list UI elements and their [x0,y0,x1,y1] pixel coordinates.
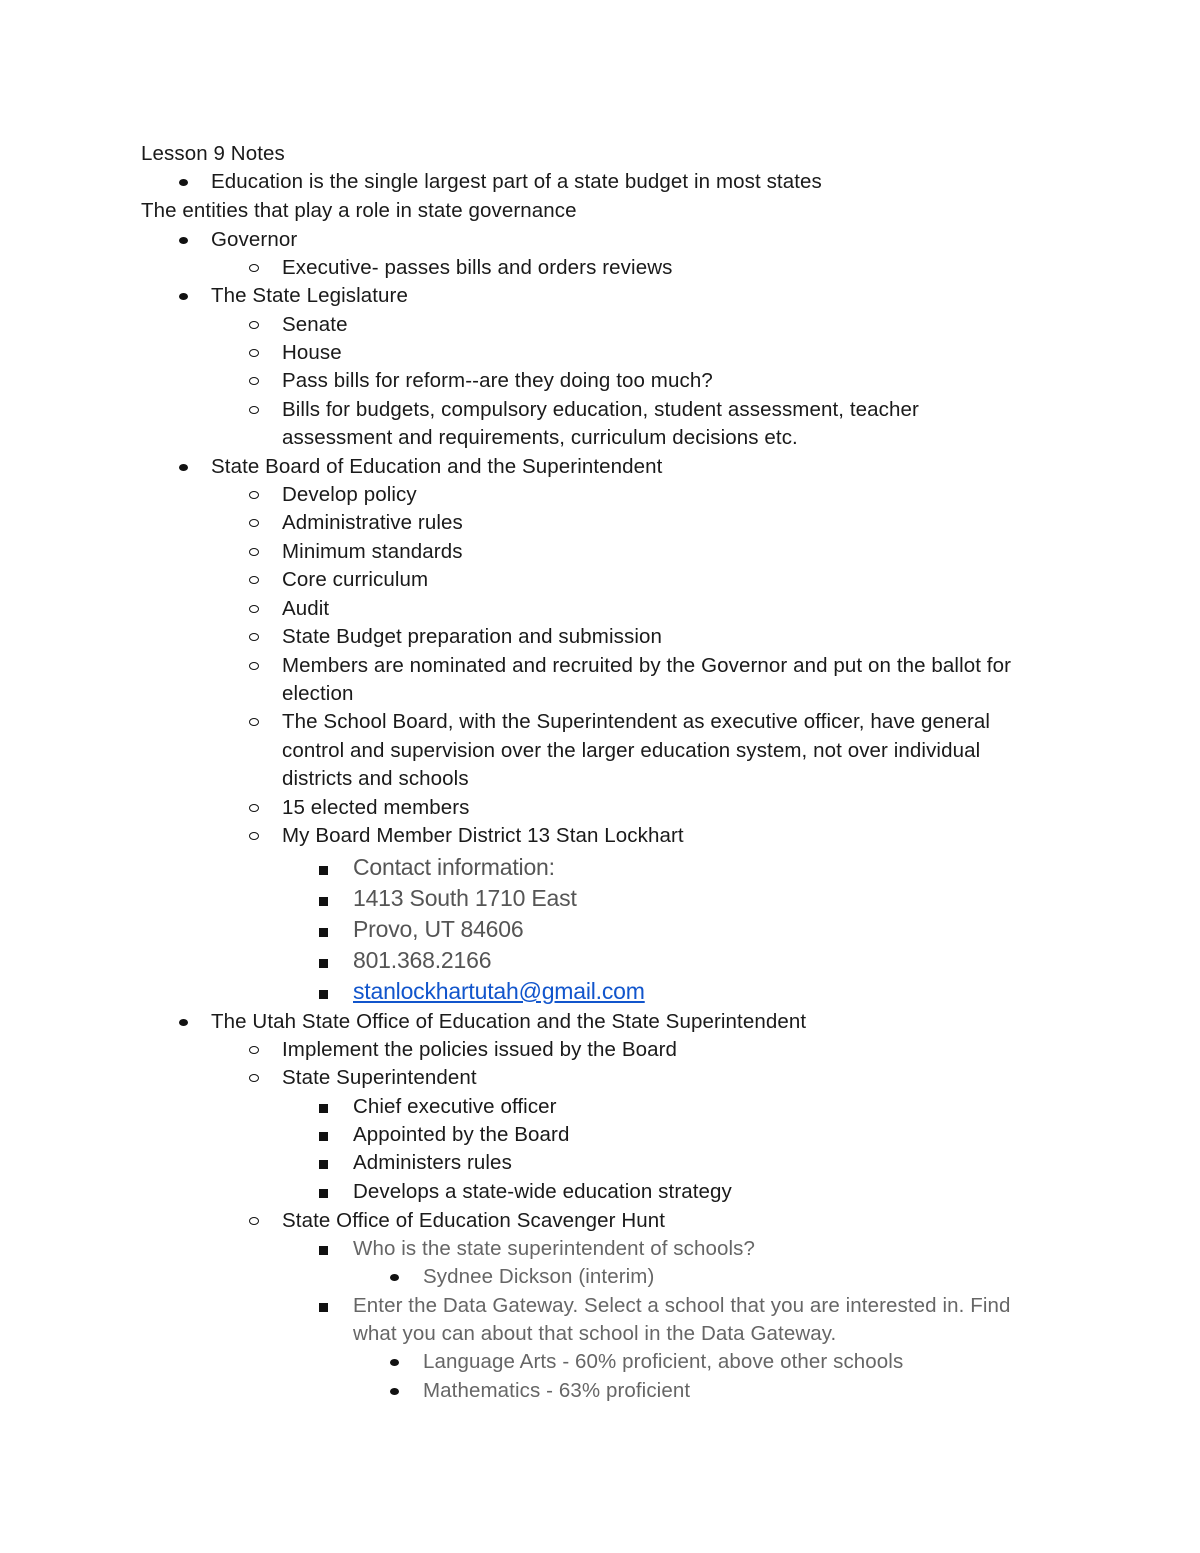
square-bullet-icon [319,959,328,968]
circle-bullet-icon [249,377,259,385]
circle-bullet-icon [249,832,259,840]
square-bullet-icon [319,1104,328,1113]
list-item-scavenger-hunt: State Office of Education Scavenger Hunt [0,1207,1200,1235]
circle-bullet-icon [249,804,259,812]
list-item-state-board: State Board of Education and the Superintendent [0,453,1200,481]
list-item: Administrative rules [0,509,1200,537]
circle-bullet-icon [249,718,259,726]
disc-bullet-icon [179,464,188,471]
list-item: Education is the single largest part of a state budget in most states [0,168,1200,196]
disc-bullet-icon [179,179,188,186]
contact-email-link[interactable]: stanlockhartutah@gmail.com [353,978,645,1004]
list-item-continuation: election [282,682,354,705]
list-item-state-office: The Utah State Office of Education and the State Superintendent [0,1008,1200,1036]
list-item: Members are nominated and recruited by the Governor and put on the ballot for [0,652,1200,680]
list-item-continuation: control and supervision over the larger education system, not over individual [282,739,981,762]
circle-bullet-icon [249,605,259,613]
circle-bullet-icon [249,406,259,414]
disc-bullet-icon [390,1274,399,1281]
circle-bullet-icon [249,1046,259,1054]
list-item-continuation: districts and schools [282,767,469,790]
disc-bullet-icon [390,1359,399,1366]
list-item: Senate [0,311,1200,339]
square-bullet-icon [319,1189,328,1198]
list-item: Audit [0,595,1200,623]
list-item-question: Enter the Data Gateway. Select a school that you are interested in. Find [0,1292,1200,1320]
list-item-continuation: what you can about that school in the Data Gateway. [353,1322,837,1345]
disc-bullet-icon [179,237,188,244]
disc-bullet-icon [179,293,188,300]
list-item: Pass bills for reform--are they doing too much? [0,367,1200,395]
list-item-answer: Language Arts - 60% proficient, above other schools [0,1348,1200,1376]
circle-bullet-icon [249,264,259,272]
square-bullet-icon [319,866,328,875]
list-item: Minimum standards [0,538,1200,566]
list-item: Executive- passes bills and orders reviews [0,254,1200,282]
square-bullet-icon [319,1303,328,1312]
list-item: Bills for budgets, compulsory education, student assessment, teacher [0,396,1200,424]
list-item-answer: Sydnee Dickson (interim) [0,1263,1200,1291]
disc-bullet-icon [179,1019,188,1026]
circle-bullet-icon [249,662,259,670]
list-item-continuation: assessment and requirements, curriculum decisions etc. [282,426,798,449]
square-bullet-icon [319,1160,328,1169]
list-item: House [0,339,1200,367]
circle-bullet-icon [249,519,259,527]
square-bullet-icon [319,990,328,999]
circle-bullet-icon [249,633,259,641]
list-item: State Superintendent [0,1064,1200,1092]
contact-label: Contact information: [0,853,1200,881]
contact-address-line2: Provo, UT 84606 [0,915,1200,943]
circle-bullet-icon [249,491,259,499]
list-item: My Board Member District 13 Stan Lockhart [0,822,1200,850]
list-item: Implement the policies issued by the Board [0,1036,1200,1064]
square-bullet-icon [319,1132,328,1141]
list-item: State Budget preparation and submission [0,623,1200,651]
circle-bullet-icon [249,548,259,556]
circle-bullet-icon [249,349,259,357]
contact-phone: 801.368.2166 [0,946,1200,974]
list-item-answer: Mathematics - 63% proficient [0,1377,1200,1405]
list-item: Develops a state-wide education strategy [0,1178,1200,1206]
list-item-governor: Governor [0,226,1200,254]
list-item: Appointed by the Board [0,1121,1200,1149]
square-bullet-icon [319,897,328,906]
circle-bullet-icon [249,576,259,584]
square-bullet-icon [319,928,328,937]
document-title: Lesson 9 Notes [141,142,285,165]
list-item: Core curriculum [0,566,1200,594]
list-item-question: Who is the state superintendent of schools? [0,1235,1200,1263]
list-item: 15 elected members [0,794,1200,822]
square-bullet-icon [319,1246,328,1255]
contact-address-line1: 1413 South 1710 East [0,884,1200,912]
circle-bullet-icon [249,1074,259,1082]
list-item: Administers rules [0,1149,1200,1177]
disc-bullet-icon [390,1388,399,1395]
circle-bullet-icon [249,321,259,329]
list-item-legislature: The State Legislature [0,282,1200,310]
list-item: The School Board, with the Superintendent as executive officer, have general [0,708,1200,736]
section-heading: The entities that play a role in state governance [141,199,577,222]
list-item: Develop policy [0,481,1200,509]
contact-email-item [0,977,1200,1005]
list-item: Chief executive officer [0,1093,1200,1121]
circle-bullet-icon [249,1217,259,1225]
document-title-line [0,140,1200,168]
